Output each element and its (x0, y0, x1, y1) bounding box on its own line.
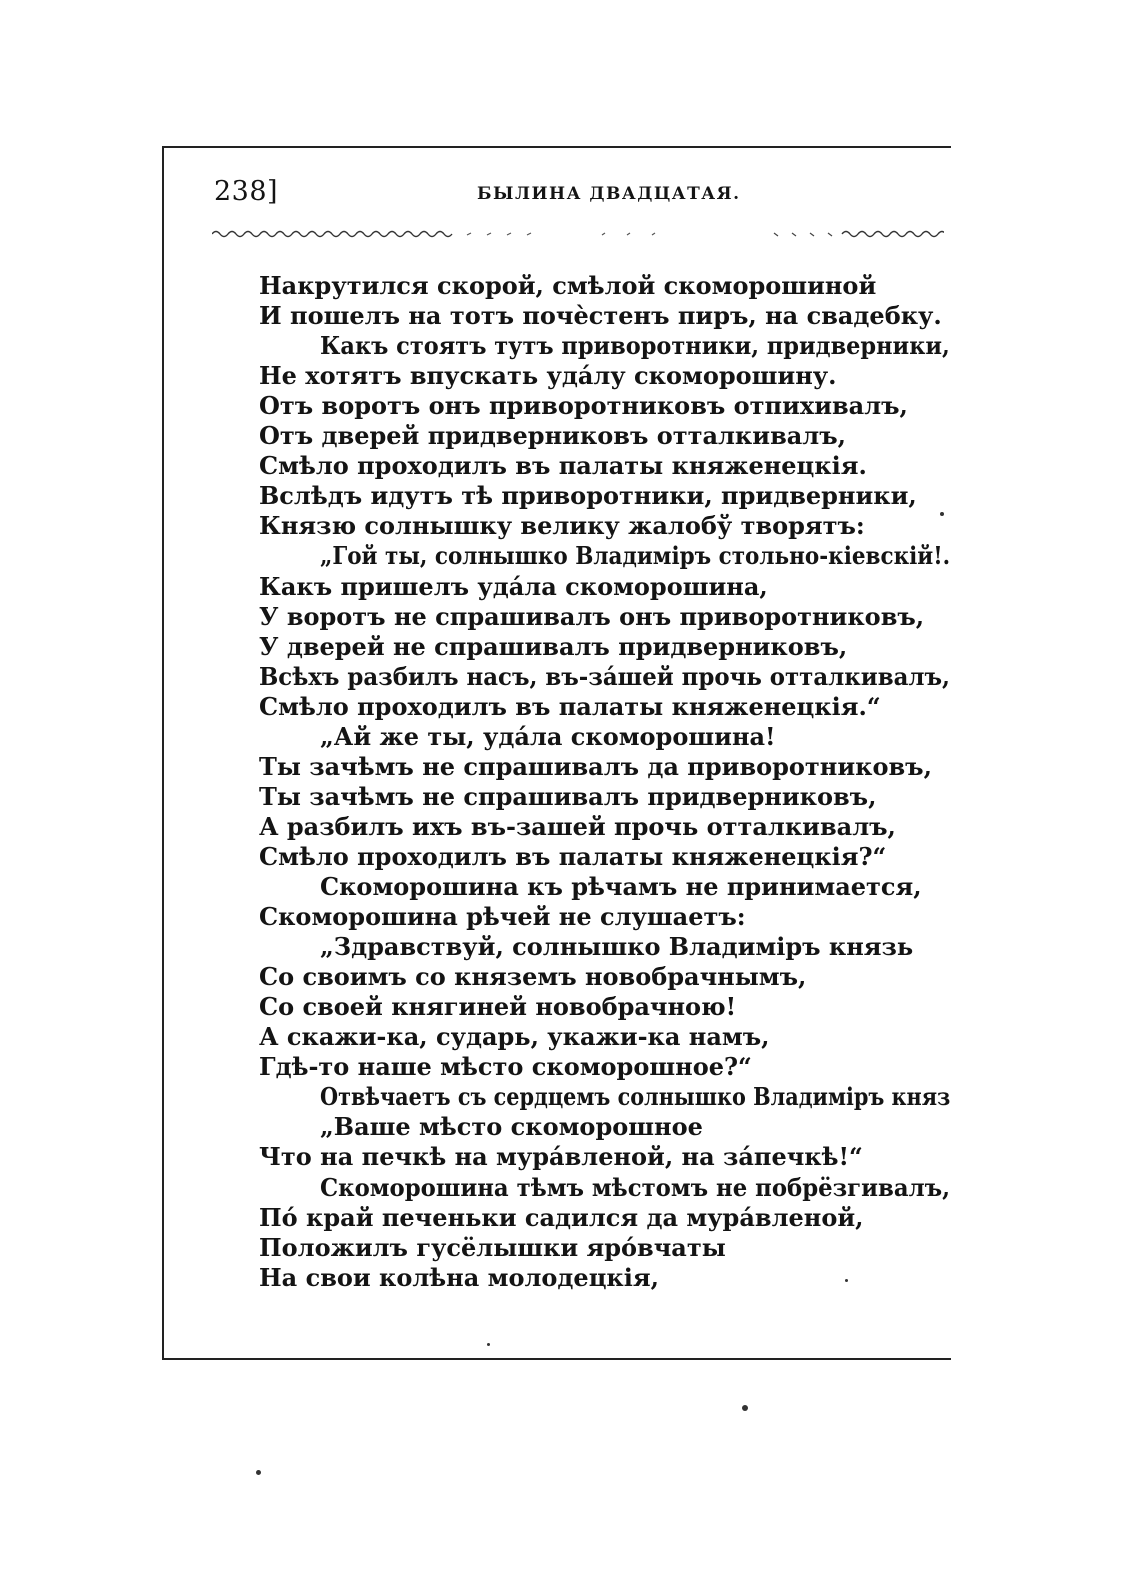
verse-line: Отъ воротъ онъ приворотниковъ отпихивалъ, (259, 391, 908, 421)
print-speck (742, 1405, 748, 1411)
verse-line: „Ваше мѣсто скоморошное (320, 1112, 703, 1142)
verse-line: Смѣло проходилъ въ палаты княженецкія?“ (259, 841, 887, 871)
verse-line: Всѣхъ разбилъ насъ, въ-зáшей прочь отталкивалъ, (259, 661, 950, 691)
verse-line: Отвѣчаетъ съ сердцемъ солнышко Владиміръ княз (320, 1082, 951, 1112)
verse-line: Со своей княгиней новобрачною! (259, 992, 737, 1022)
verse-line: „Здравствуй, солнышко Владиміръ князь (320, 932, 914, 962)
verse-line: Какъ стоятъ тутъ приворотники, придверники, (320, 331, 950, 361)
verse-line: Отъ дверей придверниковъ отталкивалъ, (259, 421, 846, 451)
verse-line: Смѣло проходилъ въ палаты княженецкія. (259, 451, 867, 481)
verse-line: Пó край печеньки садился да мурáвленой, (259, 1202, 864, 1232)
verse-line: Ты зачѣмъ не спрашивалъ придверниковъ, (259, 781, 877, 811)
verse-line: Не хотятъ впускать удáлу скоморошину. (259, 361, 837, 391)
verse-line: Положилъ гусёлышки ярóвчаты (259, 1232, 726, 1262)
bottom-frame-rule (163, 1358, 951, 1360)
verse-line: Гдѣ-то наше мѣсто скоморошное?“ (259, 1052, 752, 1082)
verse-line: А разбилъ ихъ въ-зашей прочь отталкивалъ, (259, 811, 896, 841)
print-speck (256, 1470, 261, 1475)
verse-line: И пошелъ на тотъ почѐстенъ пиръ, на свадебку. (259, 301, 942, 331)
verse-line: Какъ пришелъ удáла скоморошина, (259, 571, 768, 601)
verse-line: На свои колѣна молодецкія, (259, 1262, 659, 1292)
verse-line: Ты зачѣмъ не спрашивалъ да приворотниковъ, (259, 751, 932, 781)
verse-line: Скоморошина къ рѣчамъ не принимается, (320, 872, 922, 901)
header-ornament (212, 226, 944, 240)
verse-line: У воротъ не спрашивалъ онъ приворотниковъ, (259, 601, 925, 631)
verse-line: „Ай же ты, удáла скоморошина! (320, 721, 776, 751)
verse-line: У дверей не спрашивалъ придверниковъ, (259, 631, 848, 661)
verse-line: Вслѣдъ идутъ тѣ приворотники, придверники, (259, 481, 917, 511)
page-number: 238] (214, 176, 279, 207)
top-frame-rule (163, 146, 951, 148)
left-frame-rule (162, 146, 164, 1360)
verse-line: „Гой ты, солнышко Владиміръ стольно-кіевскій!. (320, 541, 951, 571)
verse-line: Накрутился скорой, смѣлой скоморошиной (259, 271, 877, 300)
print-speck (940, 512, 944, 516)
verse-line: Скоморошина рѣчей не слушаетъ: (259, 902, 746, 932)
verse-line: Скоморошина тѣмъ мѣстомъ не побрёзгивалъ, (320, 1172, 951, 1202)
verse-line: Смѣло проходилъ въ палаты княженецкія.“ (259, 691, 881, 721)
verse-line: Князю солнышку велику жалобў творятъ: (259, 511, 865, 541)
verse-line: Со своимъ со княземъ новобрачнымъ, (259, 962, 807, 992)
print-speck (487, 1343, 490, 1346)
verse-line: А скажи-ка, сударь, укажи-ка намъ, (259, 1022, 770, 1052)
running-title: БЫЛИНА ДВАДЦАТАЯ. (477, 184, 741, 204)
print-speck (845, 1279, 848, 1282)
verse-line: Что на печкѣ на мурáвленой, на зáпечкѣ!“ (259, 1142, 863, 1172)
